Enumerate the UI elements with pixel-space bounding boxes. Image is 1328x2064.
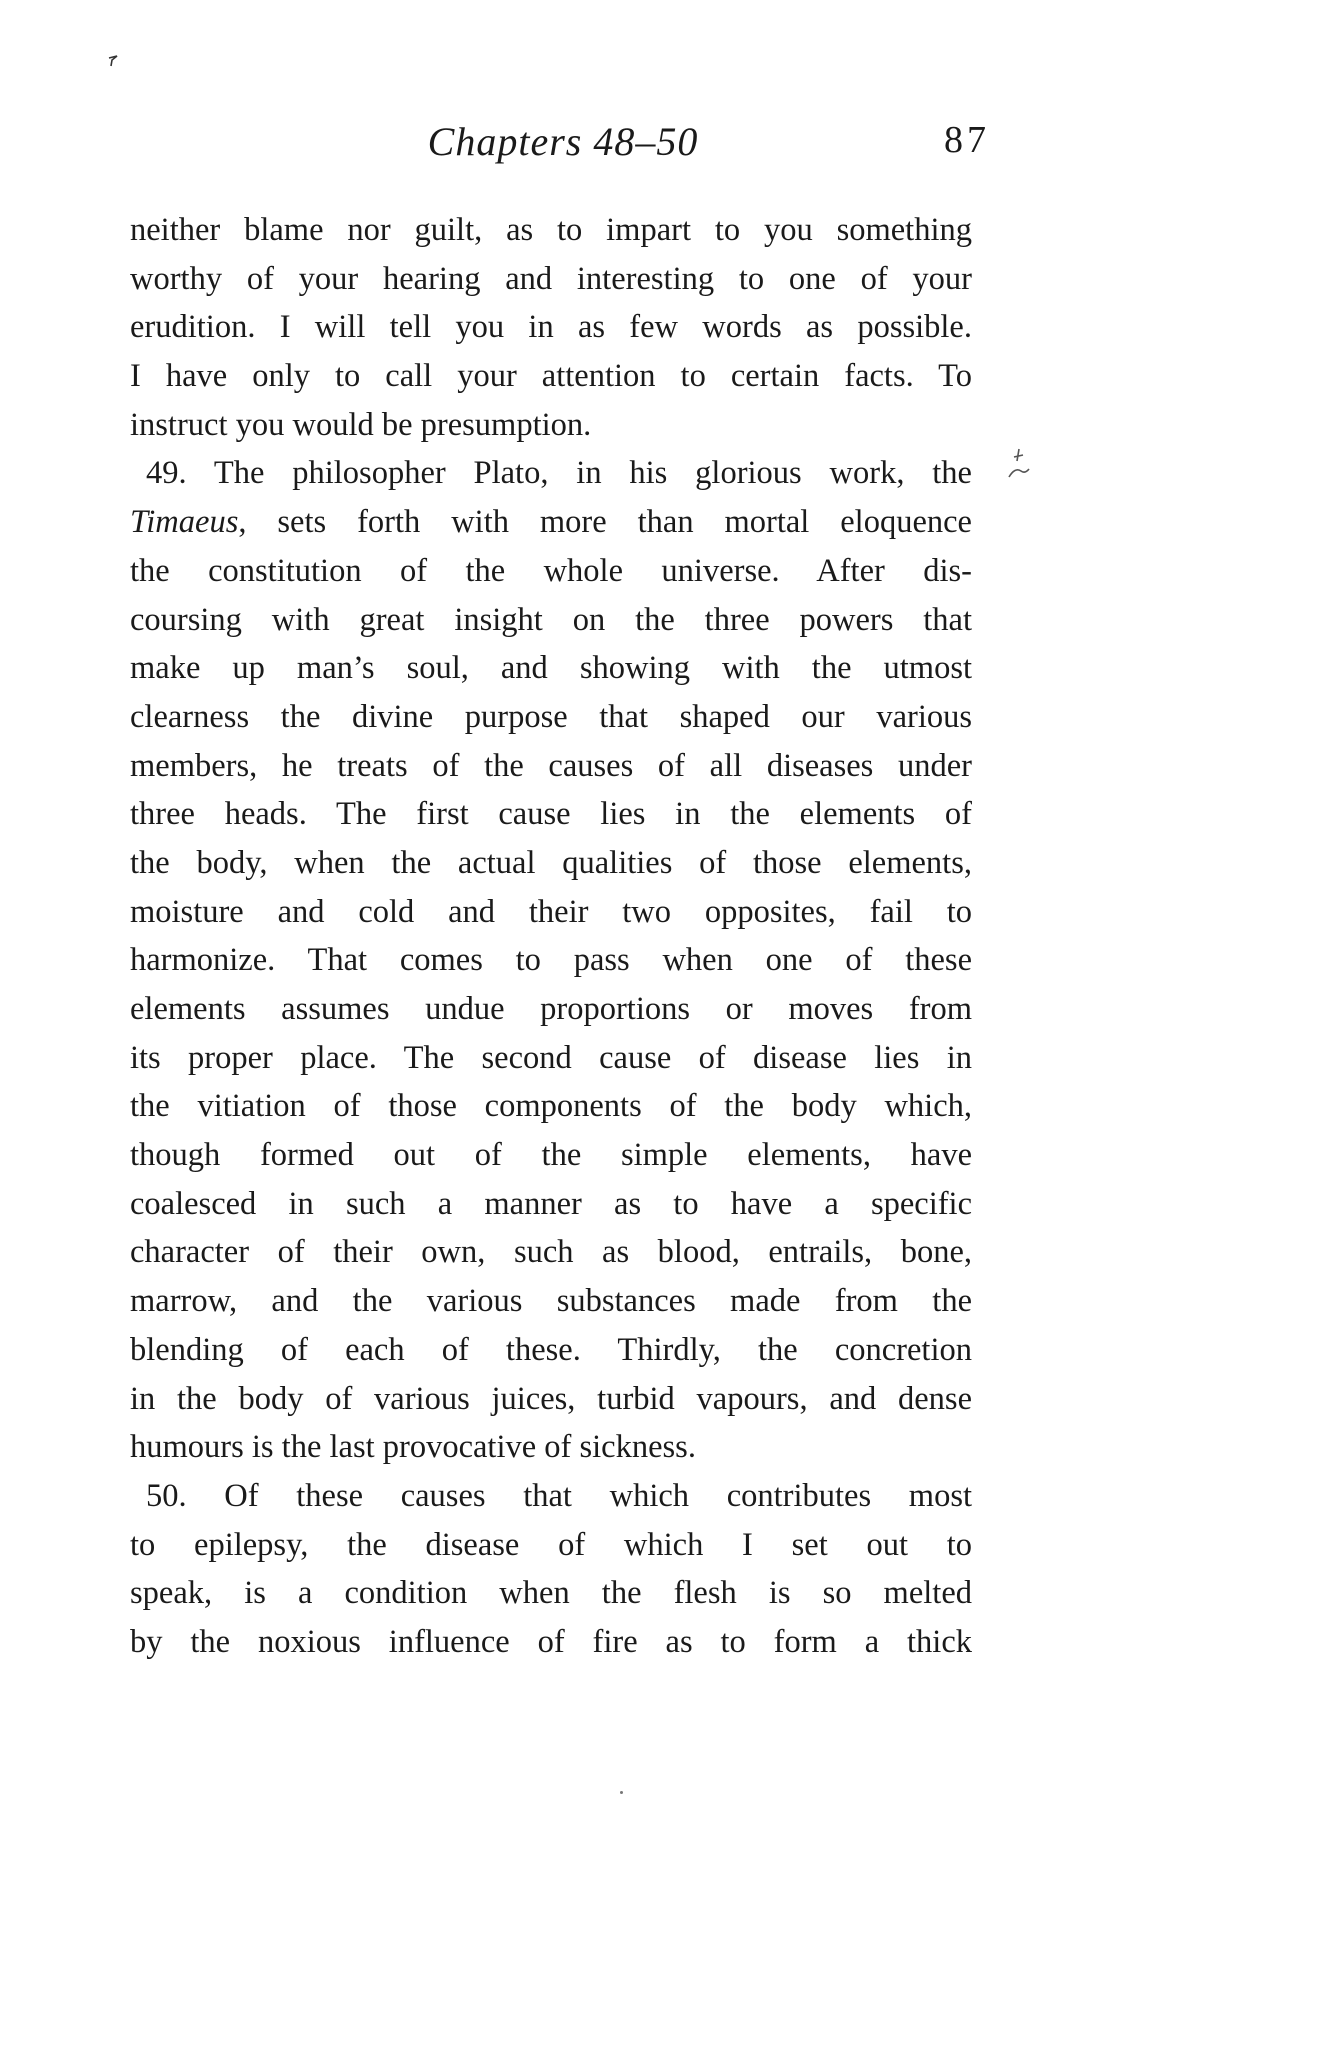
text-line: moisture and cold and their two opposites, fail to xyxy=(130,893,972,930)
section-50-start: 50. Of these causes that which contributes most xyxy=(146,1477,972,1514)
text-line: clearness the divine purpose that shaped our various xyxy=(130,698,972,735)
text-line: marrow, and the various substances made from the xyxy=(130,1283,972,1320)
text-line: I have only to call your attention to certain facts. To xyxy=(130,358,972,395)
text-line: neither blame nor guilt, as to impart to you something xyxy=(130,212,972,248)
text-line xyxy=(130,498,972,547)
text-line: to epilepsy, the disease of which I set out to xyxy=(130,1526,972,1563)
text-line-rest: , sets forth with more than mortal eloquence xyxy=(238,504,972,541)
text-line: elements assumes undue proportions or moves from xyxy=(130,991,972,1027)
text-line: its proper place. The second cause of disease lies in xyxy=(130,1039,972,1076)
text-line: three heads. The first cause lies in the elements of xyxy=(130,796,972,833)
work-title-timaeus: Timaeus xyxy=(130,504,239,541)
text-line: coursing with great insight on the three powers that xyxy=(130,601,972,638)
text-line: erudition. I will tell you in as few words as possible. xyxy=(130,309,972,346)
text-line: the body, when the actual qualities of those elements, xyxy=(130,844,972,881)
text-line: the constitution of the whole universe. After dis- xyxy=(130,552,972,589)
text-line: character of their own, such as blood, entrails, bone, xyxy=(130,1234,972,1271)
text-line: speak, is a condition when the flesh is so melted xyxy=(130,1575,972,1612)
running-title: Chapters 48–50 xyxy=(427,119,699,164)
text-line: worthy of your hearing and interesting to one of your xyxy=(130,260,972,297)
text-line: instruct you would be presumption. xyxy=(130,406,592,443)
paper-speck xyxy=(620,1791,623,1794)
text-line: humours is the last provocative of sickness. xyxy=(130,1429,696,1466)
text-line: blending of each of these. Thirdly, the concretion xyxy=(130,1331,972,1368)
running-head xyxy=(128,118,998,178)
text-line: the vitiation of those components of the body which, xyxy=(130,1088,972,1125)
page-number: 87 xyxy=(944,119,990,161)
section-49-start: 49. The philosopher Plato, in his glorious work, the xyxy=(146,455,972,492)
text-line: members, he treats of the causes of all diseases under xyxy=(130,747,972,784)
text-line: by the noxious influence of fire as to form a thick xyxy=(130,1623,972,1660)
text-line: coalesced in such a manner as to have a specific xyxy=(130,1185,972,1222)
text-line: make up man’s soul, and showing with the utmost xyxy=(130,650,972,687)
stray-ink-mark xyxy=(108,55,120,67)
text-line: harmonize. That comes to pass when one of these xyxy=(130,942,972,979)
body-text xyxy=(130,206,972,1667)
text-line: though formed out of the simple elements, have xyxy=(130,1137,972,1174)
marginal-annotation-mark xyxy=(1005,447,1031,483)
text-line: in the body of various juices, turbid vapours, and dense xyxy=(130,1380,972,1417)
